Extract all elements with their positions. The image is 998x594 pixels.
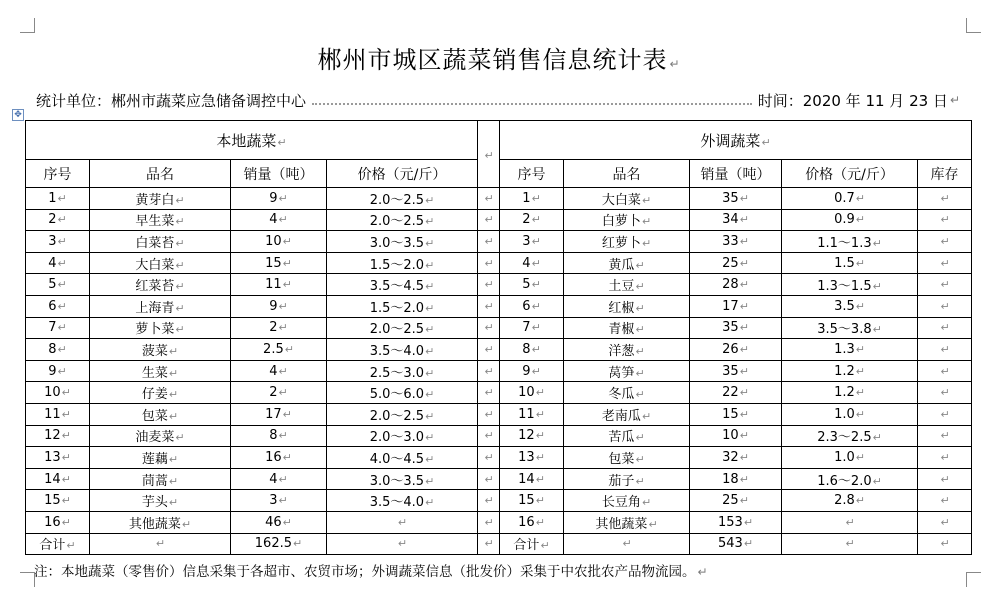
table-cell: 2.8↵ bbox=[782, 490, 918, 512]
table-cell: 1.5～2.0↵ bbox=[327, 252, 478, 274]
table-cell: 3.5～4.5↵ bbox=[327, 274, 478, 296]
table-cell: 18↵ bbox=[690, 468, 782, 490]
local-heading: 本地蔬菜↵ bbox=[26, 121, 478, 160]
table-row bbox=[26, 209, 972, 231]
section-heading-row bbox=[26, 121, 972, 160]
gap-cell: ↵ bbox=[478, 121, 500, 188]
table-cell: 1.2↵ bbox=[782, 382, 918, 404]
table-cell: 10↵ bbox=[690, 425, 782, 447]
gap-cell: ↵ bbox=[478, 425, 500, 447]
table-row bbox=[26, 231, 972, 253]
table-row bbox=[26, 317, 972, 339]
table-cell: 22↵ bbox=[690, 382, 782, 404]
table-cell: 黄芽白↵ bbox=[90, 188, 231, 210]
table-cell: 15↵ bbox=[26, 490, 90, 512]
table-cell: 12↵ bbox=[26, 425, 90, 447]
table-cell: 2.5～3.0↵ bbox=[327, 360, 478, 382]
table-cell: 其他蔬菜↵ bbox=[564, 511, 690, 533]
table-cell: 3.5～4.0↵ bbox=[327, 490, 478, 512]
table-cell: ↵ bbox=[918, 382, 972, 404]
table-cell: ↵ bbox=[90, 533, 231, 555]
table-cell: 青椒↵ bbox=[564, 317, 690, 339]
gap-cell: ↵ bbox=[478, 209, 500, 231]
table-cell: 4↵ bbox=[500, 252, 564, 274]
table-cell: 16↵ bbox=[500, 511, 564, 533]
table-cell: 3.0～3.5↵ bbox=[327, 468, 478, 490]
table-cell: ↵ bbox=[918, 252, 972, 274]
table-cell: ↵ bbox=[918, 533, 972, 555]
gap-cell: ↵ bbox=[478, 403, 500, 425]
table-row bbox=[26, 490, 972, 512]
statistics-table bbox=[25, 120, 972, 555]
table-cell: 13↵ bbox=[26, 447, 90, 469]
col-header: 品名 bbox=[564, 160, 690, 188]
table-cell: 15↵ bbox=[231, 252, 327, 274]
table-cell: 仔姜↵ bbox=[90, 382, 231, 404]
gap-cell: ↵ bbox=[478, 447, 500, 469]
table-cell: 7↵ bbox=[26, 317, 90, 339]
gap-cell: ↵ bbox=[478, 468, 500, 490]
table-cell: ↵ bbox=[918, 274, 972, 296]
table-cell: ↵ bbox=[918, 468, 972, 490]
table-cell: 543↵ bbox=[690, 533, 782, 555]
table-cell: 0.9↵ bbox=[782, 209, 918, 231]
table-cell: 26↵ bbox=[690, 339, 782, 361]
table-cell: 1.6～2.0↵ bbox=[782, 468, 918, 490]
table-row bbox=[26, 425, 972, 447]
table-cell: 大白菜↵ bbox=[90, 252, 231, 274]
dot-leader bbox=[312, 95, 752, 105]
table-cell: 茄子↵ bbox=[564, 468, 690, 490]
table-cell: 16↵ bbox=[26, 511, 90, 533]
table-cell: 早生菜↵ bbox=[90, 209, 231, 231]
table-cell: 长豆角↵ bbox=[564, 490, 690, 512]
table-move-handle-icon[interactable]: ✥ bbox=[12, 109, 24, 121]
table-cell: ↵ bbox=[918, 360, 972, 382]
table-cell: ↵ bbox=[918, 511, 972, 533]
col-header: 销量（吨） bbox=[231, 160, 327, 188]
date-label: 时间：2020 年 11 月 23 日 bbox=[757, 91, 948, 110]
table-cell: ↵ bbox=[918, 317, 972, 339]
col-header: 价格（元/斤） bbox=[327, 160, 478, 188]
crop-mark-top-left bbox=[20, 18, 35, 33]
table-cell: 茼蒿↵ bbox=[90, 468, 231, 490]
table-cell: 32↵ bbox=[690, 447, 782, 469]
table-cell: ↵ bbox=[327, 533, 478, 555]
table-cell: 2.3～2.5↵ bbox=[782, 425, 918, 447]
table-cell: 10↵ bbox=[231, 231, 327, 253]
table-cell: ↵ bbox=[564, 533, 690, 555]
table-cell: 其他蔬菜↵ bbox=[90, 511, 231, 533]
gap-cell: ↵ bbox=[478, 490, 500, 512]
table-cell: 2.0～2.5↵ bbox=[327, 188, 478, 210]
table-cell: 3.5↵ bbox=[782, 295, 918, 317]
table-row bbox=[26, 188, 972, 210]
table-row bbox=[26, 339, 972, 361]
table-cell: 上海青↵ bbox=[90, 295, 231, 317]
table-cell: 35↵ bbox=[690, 188, 782, 210]
table-cell: 莴笋↵ bbox=[564, 360, 690, 382]
table-cell: 12↵ bbox=[500, 425, 564, 447]
table-cell: 35↵ bbox=[690, 360, 782, 382]
table-cell: 菠菜↵ bbox=[90, 339, 231, 361]
table-cell: 35↵ bbox=[690, 317, 782, 339]
col-header: 品名 bbox=[90, 160, 231, 188]
gap-cell: ↵ bbox=[478, 511, 500, 533]
col-header: 销量（吨） bbox=[690, 160, 782, 188]
table-cell: ↵ bbox=[327, 511, 478, 533]
table-cell: 16↵ bbox=[231, 447, 327, 469]
table-cell: 25↵ bbox=[690, 252, 782, 274]
table-row bbox=[26, 447, 972, 469]
table-cell: 老南瓜↵ bbox=[564, 403, 690, 425]
table-cell: 11↵ bbox=[231, 274, 327, 296]
table-cell: 10↵ bbox=[500, 382, 564, 404]
crop-mark-bottom-right bbox=[966, 572, 981, 587]
document-title: 郴州市城区蔬菜销售信息统计表 ↵ bbox=[317, 46, 681, 74]
gap-cell: ↵ bbox=[478, 274, 500, 296]
table-cell: 4.0～4.5↵ bbox=[327, 447, 478, 469]
table-cell: ↵ bbox=[782, 533, 918, 555]
table-cell: 8↵ bbox=[26, 339, 90, 361]
table-cell: ↵ bbox=[918, 403, 972, 425]
table-cell: 莲藕↵ bbox=[90, 447, 231, 469]
table-cell: 白菜苔↵ bbox=[90, 231, 231, 253]
table-cell: ↵ bbox=[782, 511, 918, 533]
table-cell: 10↵ bbox=[26, 382, 90, 404]
table-cell: 15↵ bbox=[500, 490, 564, 512]
table-cell: 1.0↵ bbox=[782, 403, 918, 425]
table-cell: 3.5～4.0↵ bbox=[327, 339, 478, 361]
table-cell: 1.3～1.5↵ bbox=[782, 274, 918, 296]
table-cell: 红菜苔↵ bbox=[90, 274, 231, 296]
table-cell: 生菜↵ bbox=[90, 360, 231, 382]
gap-cell: ↵ bbox=[478, 360, 500, 382]
table-cell: 2.0～2.5↵ bbox=[327, 209, 478, 231]
table-cell: 2.0～2.5↵ bbox=[327, 403, 478, 425]
table-cell: 9↵ bbox=[26, 360, 90, 382]
gap-cell: ↵ bbox=[478, 188, 500, 210]
table-cell: 1↵ bbox=[500, 188, 564, 210]
table-cell: 4↵ bbox=[231, 209, 327, 231]
gap-cell: ↵ bbox=[478, 317, 500, 339]
table-cell: 3.5～3.8↵ bbox=[782, 317, 918, 339]
crop-mark-top-right bbox=[966, 18, 981, 33]
table-cell: 17↵ bbox=[690, 295, 782, 317]
table-cell: 9↵ bbox=[231, 295, 327, 317]
unit-label: 统计单位：郴州市蔬菜应急储备调控中心 bbox=[36, 91, 307, 110]
table-cell: 油麦菜↵ bbox=[90, 425, 231, 447]
table-cell: 1.0↵ bbox=[782, 447, 918, 469]
table-cell: 4↵ bbox=[26, 252, 90, 274]
table-cell: 14↵ bbox=[26, 468, 90, 490]
table-cell: 6↵ bbox=[26, 295, 90, 317]
table-cell: ↵ bbox=[918, 231, 972, 253]
table-cell: 白萝卜↵ bbox=[564, 209, 690, 231]
table-cell: 17↵ bbox=[231, 403, 327, 425]
table-cell: 洋葱↵ bbox=[564, 339, 690, 361]
table-cell: 25↵ bbox=[690, 490, 782, 512]
table-cell: 0.7↵ bbox=[782, 188, 918, 210]
table-row bbox=[26, 252, 972, 274]
table-cell: ↵ bbox=[918, 490, 972, 512]
gap-cell: ↵ bbox=[478, 533, 500, 555]
table-cell: 11↵ bbox=[500, 403, 564, 425]
table-cell: 13↵ bbox=[500, 447, 564, 469]
gap-cell: ↵ bbox=[478, 252, 500, 274]
table-cell: 合计↵ bbox=[500, 533, 564, 555]
table-cell: ↵ bbox=[918, 339, 972, 361]
table-cell: 6↵ bbox=[500, 295, 564, 317]
table-cell: 3↵ bbox=[500, 231, 564, 253]
table-row bbox=[26, 274, 972, 296]
col-header: 序号 bbox=[500, 160, 564, 188]
table-cell: 2↵ bbox=[26, 209, 90, 231]
table-row bbox=[26, 403, 972, 425]
external-heading: 外调蔬菜↵ bbox=[500, 121, 972, 160]
table-cell: 2↵ bbox=[231, 382, 327, 404]
table-cell: 3.0～3.5↵ bbox=[327, 231, 478, 253]
table-cell: 9↵ bbox=[500, 360, 564, 382]
table-cell: 5↵ bbox=[26, 274, 90, 296]
table-cell: ↵ bbox=[918, 209, 972, 231]
table-cell: 9↵ bbox=[231, 188, 327, 210]
table-cell: ↵ bbox=[918, 447, 972, 469]
total-row bbox=[26, 533, 972, 555]
table-cell: 46↵ bbox=[231, 511, 327, 533]
table-cell: 1.5～2.0↵ bbox=[327, 295, 478, 317]
table-cell: 1.3↵ bbox=[782, 339, 918, 361]
table-cell: 14↵ bbox=[500, 468, 564, 490]
table-cell: 土豆↵ bbox=[564, 274, 690, 296]
footnote: 注：本地蔬菜（零售价）信息采集于各超市、农贸市场；外调蔬菜信息（批发价）采集于中农批农产品物流园。 ↵ bbox=[34, 564, 708, 580]
table-cell: 包菜↵ bbox=[90, 403, 231, 425]
table-cell: 1.2↵ bbox=[782, 360, 918, 382]
col-header: 序号 bbox=[26, 160, 90, 188]
table-cell: 153↵ bbox=[690, 511, 782, 533]
table-cell: 8↵ bbox=[231, 425, 327, 447]
table-cell: 2↵ bbox=[231, 317, 327, 339]
table-cell: 4↵ bbox=[231, 360, 327, 382]
table-cell: ↵ bbox=[918, 425, 972, 447]
table-row bbox=[26, 360, 972, 382]
table-cell: 合计↵ bbox=[26, 533, 90, 555]
table-row bbox=[26, 511, 972, 533]
table-cell: 34↵ bbox=[690, 209, 782, 231]
table-cell: 包菜↵ bbox=[564, 447, 690, 469]
table-cell: 4↵ bbox=[231, 468, 327, 490]
table-cell: 7↵ bbox=[500, 317, 564, 339]
gap-cell: ↵ bbox=[478, 339, 500, 361]
col-header: 库存 bbox=[918, 160, 972, 188]
table-cell: 红萝卜↵ bbox=[564, 231, 690, 253]
table-row bbox=[26, 382, 972, 404]
table-cell: 5.0～6.0↵ bbox=[327, 382, 478, 404]
unit-date-line: 统计单位：郴州市蔬菜应急储备调控中心 时间：2020 年 11 月 23 日 ↵ bbox=[36, 91, 960, 110]
table-cell: 1.1～1.3↵ bbox=[782, 231, 918, 253]
table-cell: 5↵ bbox=[500, 274, 564, 296]
table-cell: 162.5↵ bbox=[231, 533, 327, 555]
table-cell: 1.5↵ bbox=[782, 252, 918, 274]
table-cell: 萝卜菜↵ bbox=[90, 317, 231, 339]
crop-mark-bottom-left bbox=[20, 572, 35, 587]
table-cell: 2↵ bbox=[500, 209, 564, 231]
gap-cell: ↵ bbox=[478, 295, 500, 317]
col-header: 价格（元/斤） bbox=[782, 160, 918, 188]
table-cell: 15↵ bbox=[690, 403, 782, 425]
table-cell: ↵ bbox=[918, 188, 972, 210]
table-cell: 黄瓜↵ bbox=[564, 252, 690, 274]
table-cell: 3↵ bbox=[231, 490, 327, 512]
table-cell: ↵ bbox=[918, 295, 972, 317]
table-cell: 33↵ bbox=[690, 231, 782, 253]
table-cell: 1↵ bbox=[26, 188, 90, 210]
table-cell: 28↵ bbox=[690, 274, 782, 296]
gap-cell: ↵ bbox=[478, 382, 500, 404]
table-cell: 大白菜↵ bbox=[564, 188, 690, 210]
table-cell: 2.5↵ bbox=[231, 339, 327, 361]
table-cell: 红椒↵ bbox=[564, 295, 690, 317]
table-cell: 芋头↵ bbox=[90, 490, 231, 512]
table-cell: 11↵ bbox=[26, 403, 90, 425]
table-cell: 2.0～3.0↵ bbox=[327, 425, 478, 447]
table-cell: 3↵ bbox=[26, 231, 90, 253]
gap-cell: ↵ bbox=[478, 231, 500, 253]
table-cell: 2.0～2.5↵ bbox=[327, 317, 478, 339]
table-row bbox=[26, 295, 972, 317]
table-row bbox=[26, 468, 972, 490]
table-cell: 苦瓜↵ bbox=[564, 425, 690, 447]
table-cell: 冬瓜↵ bbox=[564, 382, 690, 404]
table-cell: 8↵ bbox=[500, 339, 564, 361]
